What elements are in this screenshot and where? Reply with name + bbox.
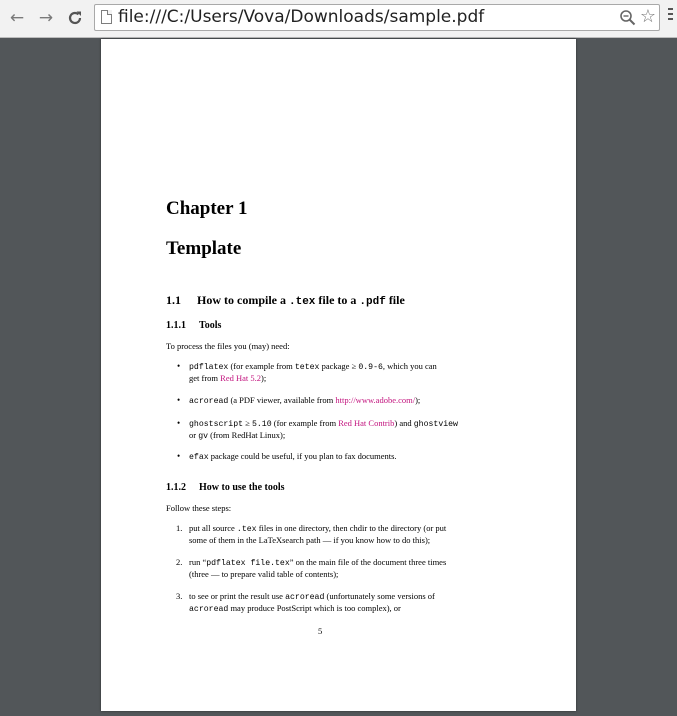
hamburger-icon[interactable]: [668, 8, 673, 24]
subsection-heading-tools: 1.1.1 Tools: [166, 320, 222, 331]
star-icon[interactable]: ☆: [639, 6, 656, 27]
arrow-right-icon: →: [38, 8, 54, 28]
link-adobe[interactable]: http://www.adobe.com/: [335, 395, 416, 405]
link-red-hat-contrib[interactable]: Red Hat Contrib: [338, 418, 395, 428]
list-item: 1. put all source .tex files in one directory, then chdir to the directory (or put some of them in the LaTeXsearch path — if you know how to do this);: [176, 523, 447, 545]
reload-button[interactable]: [64, 6, 86, 30]
browser-toolbar: [0, 0, 677, 38]
list-item: • efax package could be useful, if you plan to fax documents.: [177, 451, 397, 462]
pdf-viewer[interactable]: [0, 38, 677, 716]
list-item: 3. to see or print the result use acroread (unfortunately some versions of acroread may produce PostScript which is too complex), or: [176, 591, 435, 614]
list-item: • acroread (a PDF viewer, available from http://www.adobe.com/);: [177, 395, 421, 406]
page-number: 5: [318, 626, 323, 636]
list-item: • pdflatex (for example from tetex package ≥ 0.9-6, which you can get from Red Hat 5.2);: [177, 361, 437, 383]
page-icon: [101, 10, 112, 24]
section-heading: 1.1 How to compile a .tex file to a .pdf file: [166, 293, 405, 308]
list-item: • ghostscript ≥ 5.10 (for example from Red Hat Contrib) and ghostview or gv (from RedHat Linux);: [177, 418, 458, 441]
steps-intro: Follow these steps:: [166, 503, 232, 513]
url-text[interactable]: file:///C:/Users/Vova/Downloads/sample.pdf: [118, 7, 485, 27]
forward-button[interactable]: [35, 6, 57, 30]
subsection-heading-use: 1.1.2 How to use the tools: [166, 482, 285, 493]
chapter-heading: Chapter 1: [166, 198, 248, 219]
arrow-left-icon: ←: [9, 8, 25, 28]
address-bar[interactable]: [94, 4, 660, 31]
pdf-page: [101, 39, 576, 711]
tools-intro: To process the files you (may) need:: [166, 341, 290, 351]
back-button[interactable]: [6, 6, 28, 30]
magnifier-icon[interactable]: [619, 9, 636, 26]
link-red-hat[interactable]: Red Hat 5.2: [220, 373, 262, 383]
reload-icon: [66, 9, 84, 27]
chapter-title: Template: [166, 238, 242, 259]
list-item: 2. run “pdflatex file.tex” on the main file of the document three times (three — to prepare valid table of contents);: [176, 557, 447, 579]
